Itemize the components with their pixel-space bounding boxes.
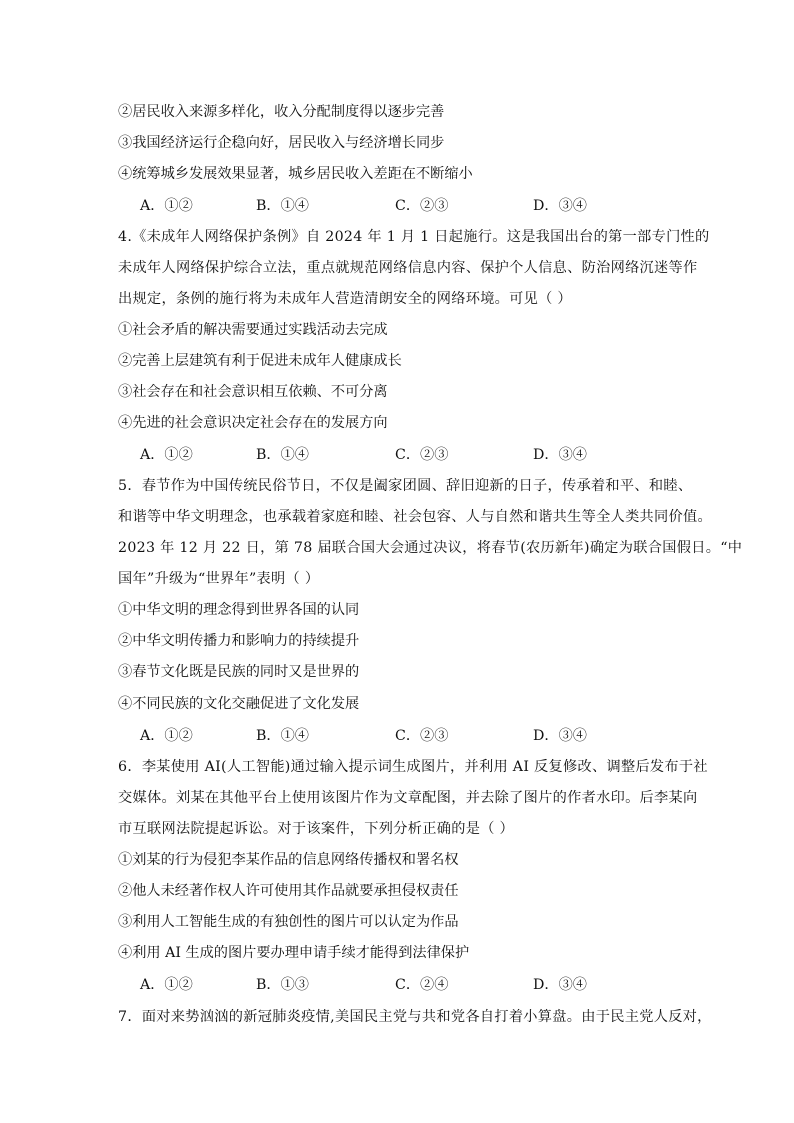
q5-option-c[interactable]: C．②③ (395, 728, 449, 744)
q5-stem-line-3: 2023 年 12 月 22 日，第 78 届联合国大会通过决议，将春节(农历新年)确定为联合国假日。“中 (118, 540, 743, 556)
q4-option-a[interactable]: A．①② (140, 447, 193, 463)
q6-item-4: ④利用 AI 生成的图片要办理申请手续才能得到法律保护 (118, 945, 470, 961)
q4-stem-line-2: 未成年人网络保护综合立法，重点就规范网络信息内容、保护个人信息、防治网络沉迷等作 (118, 260, 698, 276)
q6-option-b[interactable]: B．①③ (256, 977, 309, 993)
q6-item-1: ①刘某的行为侵犯李某作品的信息网络传播权和署名权 (118, 852, 459, 868)
q6-option-d[interactable]: D．③④ (533, 977, 587, 993)
q5-options (140, 726, 680, 746)
q7-stem-line-1: 7．面对来势汹汹的新冠肺炎疫情,美国民主党与共和党各自打着小算盘。由于民主党人反对， (118, 1009, 712, 1025)
q5-option-d[interactable]: D．③④ (533, 728, 587, 744)
q6-stem-line-1: 6．李某使用 AI(人工智能)通过输入提示词生成图片，并利用 AI 反复修改、调整后发布于社 (118, 759, 708, 775)
q5-stem-line-4: 国年”升级为“世界年”表明（ ） (118, 571, 320, 587)
q5-item-3: ③春节文化既是民族的同时又是世界的 (118, 664, 360, 680)
q4-item-4: ④先进的社会意识决定社会存在的发展方向 (118, 415, 388, 431)
q6-options (140, 975, 680, 995)
q3-option-d[interactable]: D．③④ (533, 198, 587, 214)
q3-item-4: ④统筹城乡发展效果显著，城乡居民收入差距在不断缩小 (118, 166, 473, 182)
q3-item-2: ②居民收入来源多样化，收入分配制度得以逐步完善 (118, 104, 445, 120)
q6-stem-line-2: 交媒体。刘某在其他平台上使用该图片作为文章配图，并去除了图片的作者水印。后李某向 (118, 790, 698, 806)
q4-option-b[interactable]: B．①④ (256, 447, 309, 463)
q4-item-1: ①社会矛盾的解决需要通过实践活动去完成 (118, 322, 388, 338)
q3-option-c[interactable]: C．②③ (395, 198, 449, 214)
q5-item-4: ④不同民族的文化交融促进了文化发展 (118, 696, 360, 712)
q4-option-c[interactable]: C．②③ (395, 447, 449, 463)
q3-options (140, 196, 680, 216)
q5-option-a[interactable]: A．①② (140, 728, 193, 744)
q5-stem-line-1: 5．春节作为中国传统民俗节日，不仅是阖家团圆、辞旧迎新的日子，传承着和平、和睦、 (118, 478, 693, 494)
q6-option-a[interactable]: A．①② (140, 977, 193, 993)
q5-stem-line-2: 和谐等中华文明理念，也承载着家庭和睦、社会包容、人与自然和谐共生等全人类共同价值。 (118, 509, 712, 525)
q4-item-2: ②完善上层建筑有利于促进未成年人健康成长 (118, 353, 402, 369)
q6-option-c[interactable]: C．②④ (395, 977, 449, 993)
q4-item-3: ③社会存在和社会意识相互依赖、不可分离 (118, 384, 388, 400)
q4-stem-line-1: 4.《未成年人网络保护条例》自 2024 年 1 月 1 日起施行。这是我国出台的第一部专门性的 (118, 229, 710, 245)
q6-item-3: ③利用人工智能生成的有独创性的图片可以认定为作品 (118, 914, 459, 930)
q4-options (140, 445, 680, 465)
q3-option-b[interactable]: B．①④ (256, 198, 309, 214)
q3-item-3: ③我国经济运行企稳向好，居民收入与经济增长同步 (118, 135, 445, 151)
q5-item-2: ②中华文明传播力和影响力的持续提升 (118, 633, 360, 649)
q6-stem-line-3: 市互联网法院提起诉讼。对于该案件，下列分析正确的是（ ） (118, 821, 514, 837)
q4-stem-line-3: 出规定，条例的施行将为未成年人营造清朗安全的网络环境。可见（ ） (118, 291, 572, 307)
q5-option-b[interactable]: B．①④ (256, 728, 309, 744)
q4-option-d[interactable]: D．③④ (533, 447, 587, 463)
q3-option-a[interactable]: A．①② (140, 198, 193, 214)
q5-item-1: ①中华文明的理念得到世界各国的认同 (118, 602, 360, 618)
q6-item-2: ②他人未经著作权人许可使用其作品就要承担侵权责任 (118, 883, 459, 899)
